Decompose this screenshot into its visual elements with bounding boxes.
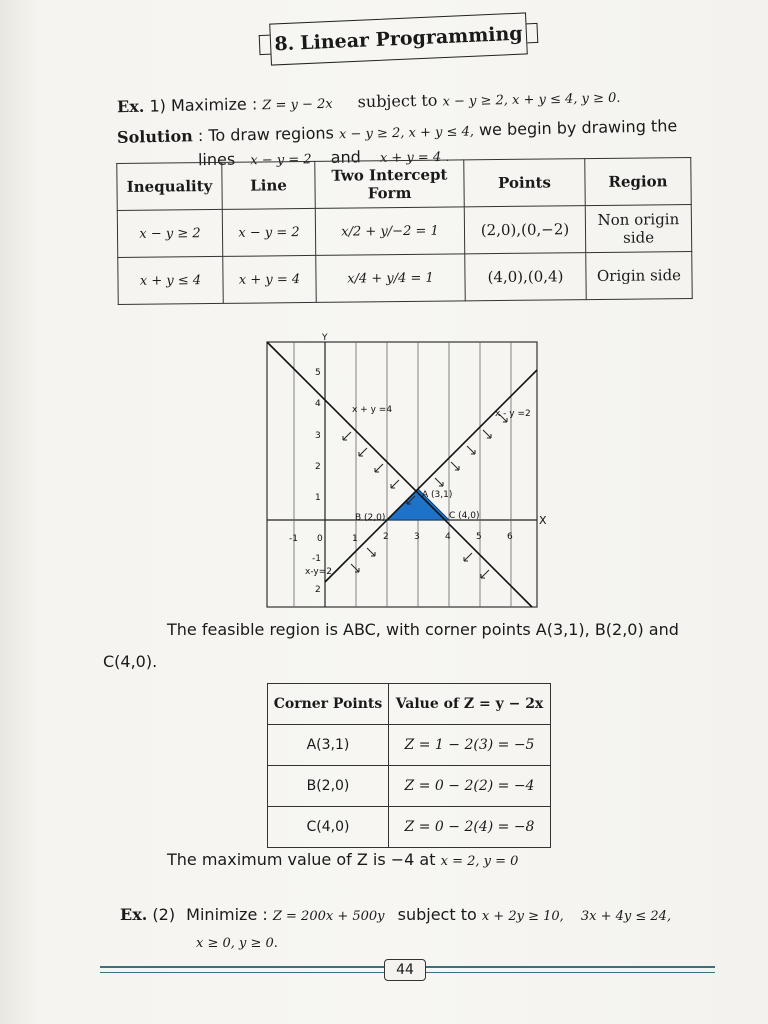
cell-intercept-form: x/2 + y/−2 = 1 [315, 207, 464, 256]
point-c-label: C (4,0) [449, 511, 480, 521]
feasible-text-2: C(4,0). [103, 652, 158, 671]
label-line1: x + y =4 [352, 405, 393, 415]
cell-corner-point: B(2,0) [268, 766, 389, 807]
chapter-title: Linear Programming [299, 22, 524, 55]
ex1-subject-to: subject to [357, 90, 438, 112]
x-tick: 4 [445, 532, 451, 542]
cell-line: x − y = 2 [222, 208, 315, 256]
ex2-statement [120, 905, 671, 924]
solution-text1: : To draw regions [197, 123, 335, 146]
line-x-minus-y-2 [325, 370, 537, 582]
chapter-title-box [269, 12, 528, 65]
cell-z-value: Z = 1 − 2(3) = −5 [389, 725, 551, 766]
solution-line1: x − y = 2 [250, 152, 312, 169]
y-tick: 2 [315, 585, 321, 595]
solution-regions: x − y ≥ 2, x + y ≤ 4, [338, 124, 475, 143]
y-tick: 5 [315, 368, 321, 378]
x-tick: 0 [317, 534, 323, 544]
point-a-label: A (3,1) [422, 490, 453, 500]
y-tick: 4 [315, 399, 321, 409]
header-corner-points: Corner Points [268, 684, 389, 725]
cell-line: x + y = 4 [223, 255, 316, 303]
x-tick: -1 [289, 534, 298, 544]
conclusion-text: The maximum value of Z is −4 at [167, 850, 436, 869]
y-tick: -1 [312, 554, 321, 564]
cell-inequality: x + y ≤ 4 [118, 256, 223, 304]
ex2-statement-2 [196, 932, 278, 951]
cell-z-value: Z = 0 − 2(4) = −8 [389, 807, 551, 848]
ex2-objective: Z = 200x + 500y [272, 909, 385, 924]
header-value: Value of Z = y − 2x [389, 684, 551, 725]
axis-x-label: X [539, 514, 547, 527]
ex1-statement [117, 87, 621, 117]
axis-y-label: Y [322, 333, 328, 343]
table-row [117, 204, 691, 257]
feasible-text: The feasible region is ABC, with corner points A(3,1), B(2,0) and [167, 620, 679, 639]
solution-text3: lines [197, 149, 236, 170]
x-tick: 2 [383, 532, 389, 542]
ex2-label: Ex. [120, 905, 148, 924]
ex2-constraints-2: 3x + 4y ≤ 24, [580, 909, 672, 924]
point-b-label: B (2,0) [355, 513, 386, 523]
table-row [268, 807, 551, 848]
ex1-number: 1) [149, 96, 167, 116]
solution-line [117, 116, 678, 147]
y-tick: 2 [315, 462, 321, 472]
x-tick: 3 [414, 532, 420, 542]
cell-points: (4,0),(0,4) [465, 253, 586, 301]
cell-region: Origin side [586, 251, 692, 299]
cell-corner-point: A(3,1) [268, 725, 389, 766]
conclusion-at: x = 2, y = 0 [440, 854, 519, 869]
cell-region: Non origin side [585, 204, 691, 252]
solution-line2: x + y = 4 . [379, 149, 450, 167]
ex1-verb: Maximize : [170, 94, 258, 116]
ex1-objective: Z = y − 2x [262, 96, 333, 114]
ex1-label: Ex. [116, 96, 145, 117]
x-tick: 5 [476, 532, 482, 542]
inequality-table [116, 157, 692, 305]
header-points: Points [464, 159, 585, 207]
cell-inequality: x − y ≥ 2 [117, 209, 222, 257]
label-line2-lower: x-y=2 [305, 567, 333, 577]
page-number: 44 [384, 959, 426, 981]
solution-label: Solution [116, 126, 193, 147]
table-row [118, 251, 692, 304]
ex2-verb: Minimize : [186, 905, 268, 924]
corner-points-table [267, 683, 551, 848]
header-inequality: Inequality [117, 162, 222, 210]
ex2-constraints-3: x ≥ 0, y ≥ 0. [196, 936, 278, 951]
ex2-number: (2) [152, 905, 176, 924]
table-row [268, 766, 551, 807]
solution-and: and [330, 147, 361, 167]
feasible-region-graph [267, 333, 547, 607]
cell-corner-point: C(4,0) [268, 807, 389, 848]
y-tick: 1 [315, 493, 321, 503]
corner-table-header [268, 684, 551, 725]
label-line2: x - y =2 [495, 409, 531, 419]
cell-intercept-form: x/4 + y/4 = 1 [316, 254, 465, 303]
x-tick: 6 [507, 532, 513, 542]
solution-text2: we begin by drawing the [478, 116, 678, 140]
ex2-subject-to: subject to [397, 905, 477, 924]
cell-z-value: Z = 0 − 2(2) = −4 [389, 766, 551, 807]
ex2-constraints: x + 2y ≥ 10, [481, 909, 564, 924]
inequality-table-header [117, 157, 691, 210]
ex1-constraints: x − y ≥ 2, x + y ≤ 4, y ≥ 0. [442, 90, 621, 110]
y-tick: 3 [315, 431, 321, 441]
header-region: Region [585, 157, 691, 205]
x-tick: 1 [352, 534, 358, 544]
header-intercept-form: Two Intercept Form [315, 160, 464, 209]
conclusion [167, 850, 518, 869]
cell-points: (2,0),(0,−2) [464, 206, 585, 254]
header-line: Line [222, 161, 315, 209]
chapter-number: 8. [273, 32, 295, 56]
table-row [268, 725, 551, 766]
